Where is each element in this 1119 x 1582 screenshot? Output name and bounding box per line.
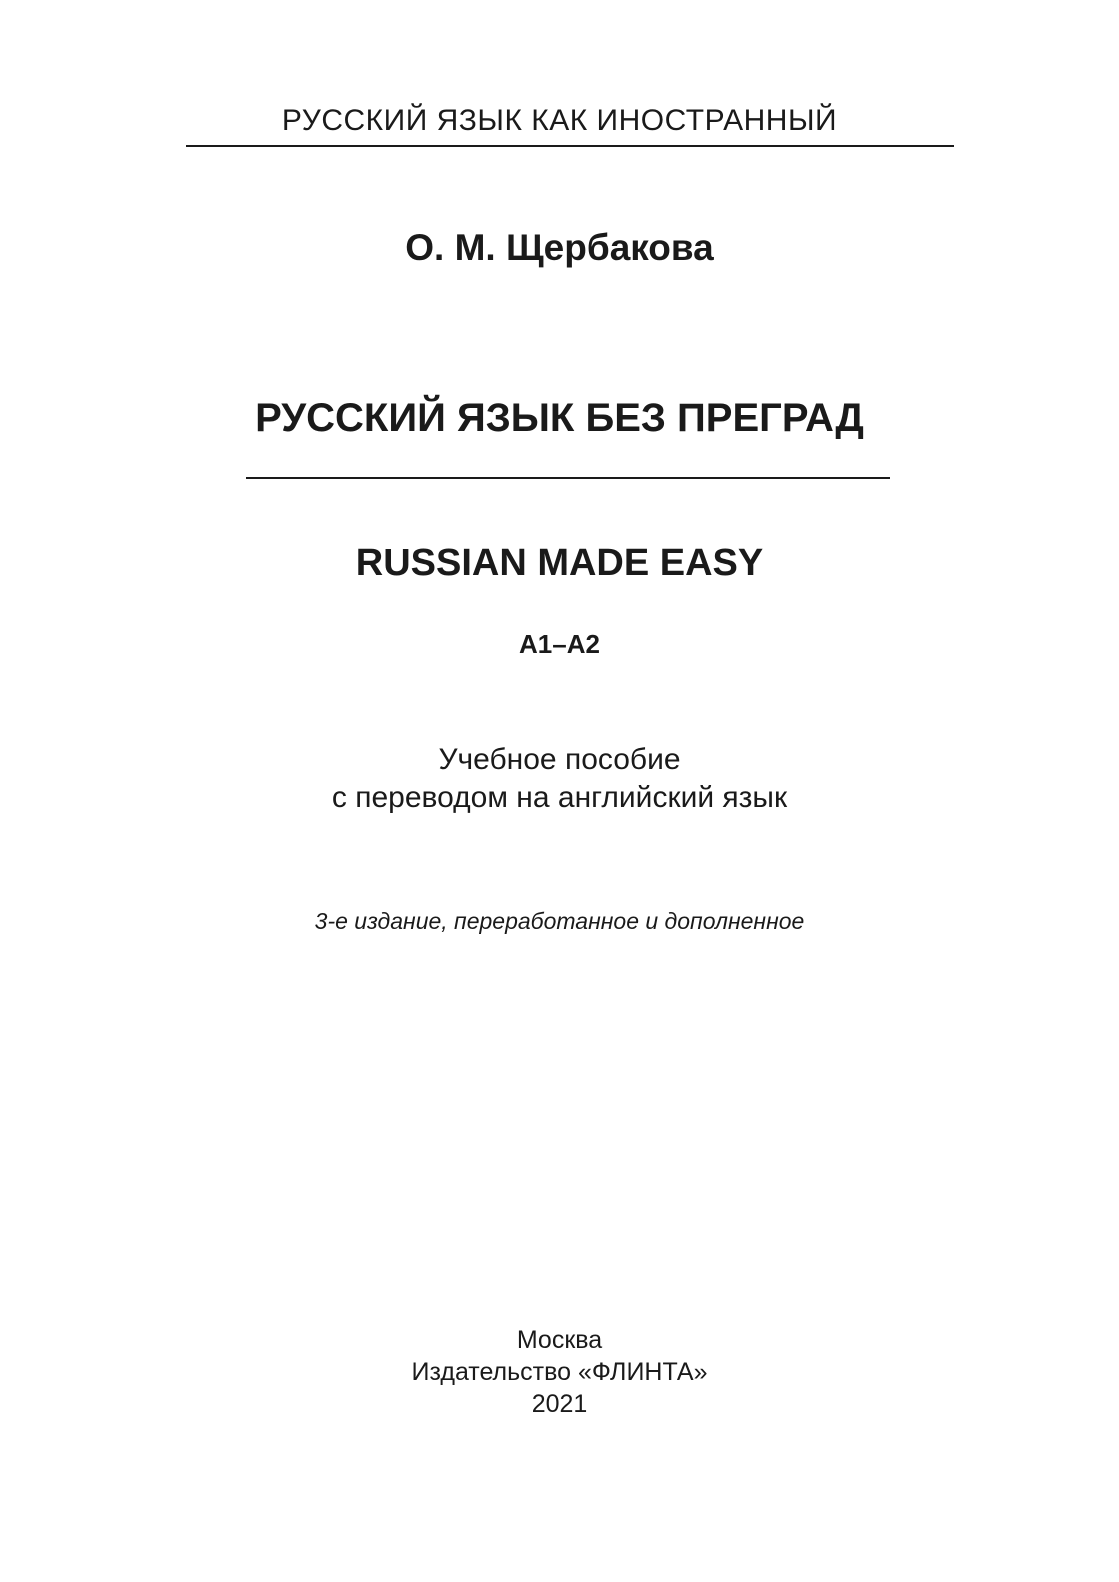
imprint-publisher: Издательство «ФЛИНТА» — [411, 1358, 708, 1386]
series-title: РУССКИЙ ЯЗЫК КАК ИНОСТРАННЫЙ — [281, 104, 838, 137]
series-divider — [186, 145, 954, 147]
book-title-english: RUSSIAN MADE EASY — [355, 542, 764, 584]
language-level: А1–А2 — [519, 629, 600, 659]
imprint-city: Москва — [516, 1326, 603, 1354]
edition-note: 3-е издание, переработанное и дополненное — [314, 908, 805, 934]
book-title-russian: РУССКИЙ ЯЗЫК БЕЗ ПРЕГРАД — [255, 396, 864, 440]
imprint-year: 2021 — [531, 1390, 588, 1418]
title-divider — [246, 477, 890, 479]
description-line-2: с переводом на английский язык — [331, 781, 788, 814]
description-line-1: Учебное пособие — [438, 743, 681, 776]
author-name: О. М. Щербакова — [405, 227, 714, 268]
